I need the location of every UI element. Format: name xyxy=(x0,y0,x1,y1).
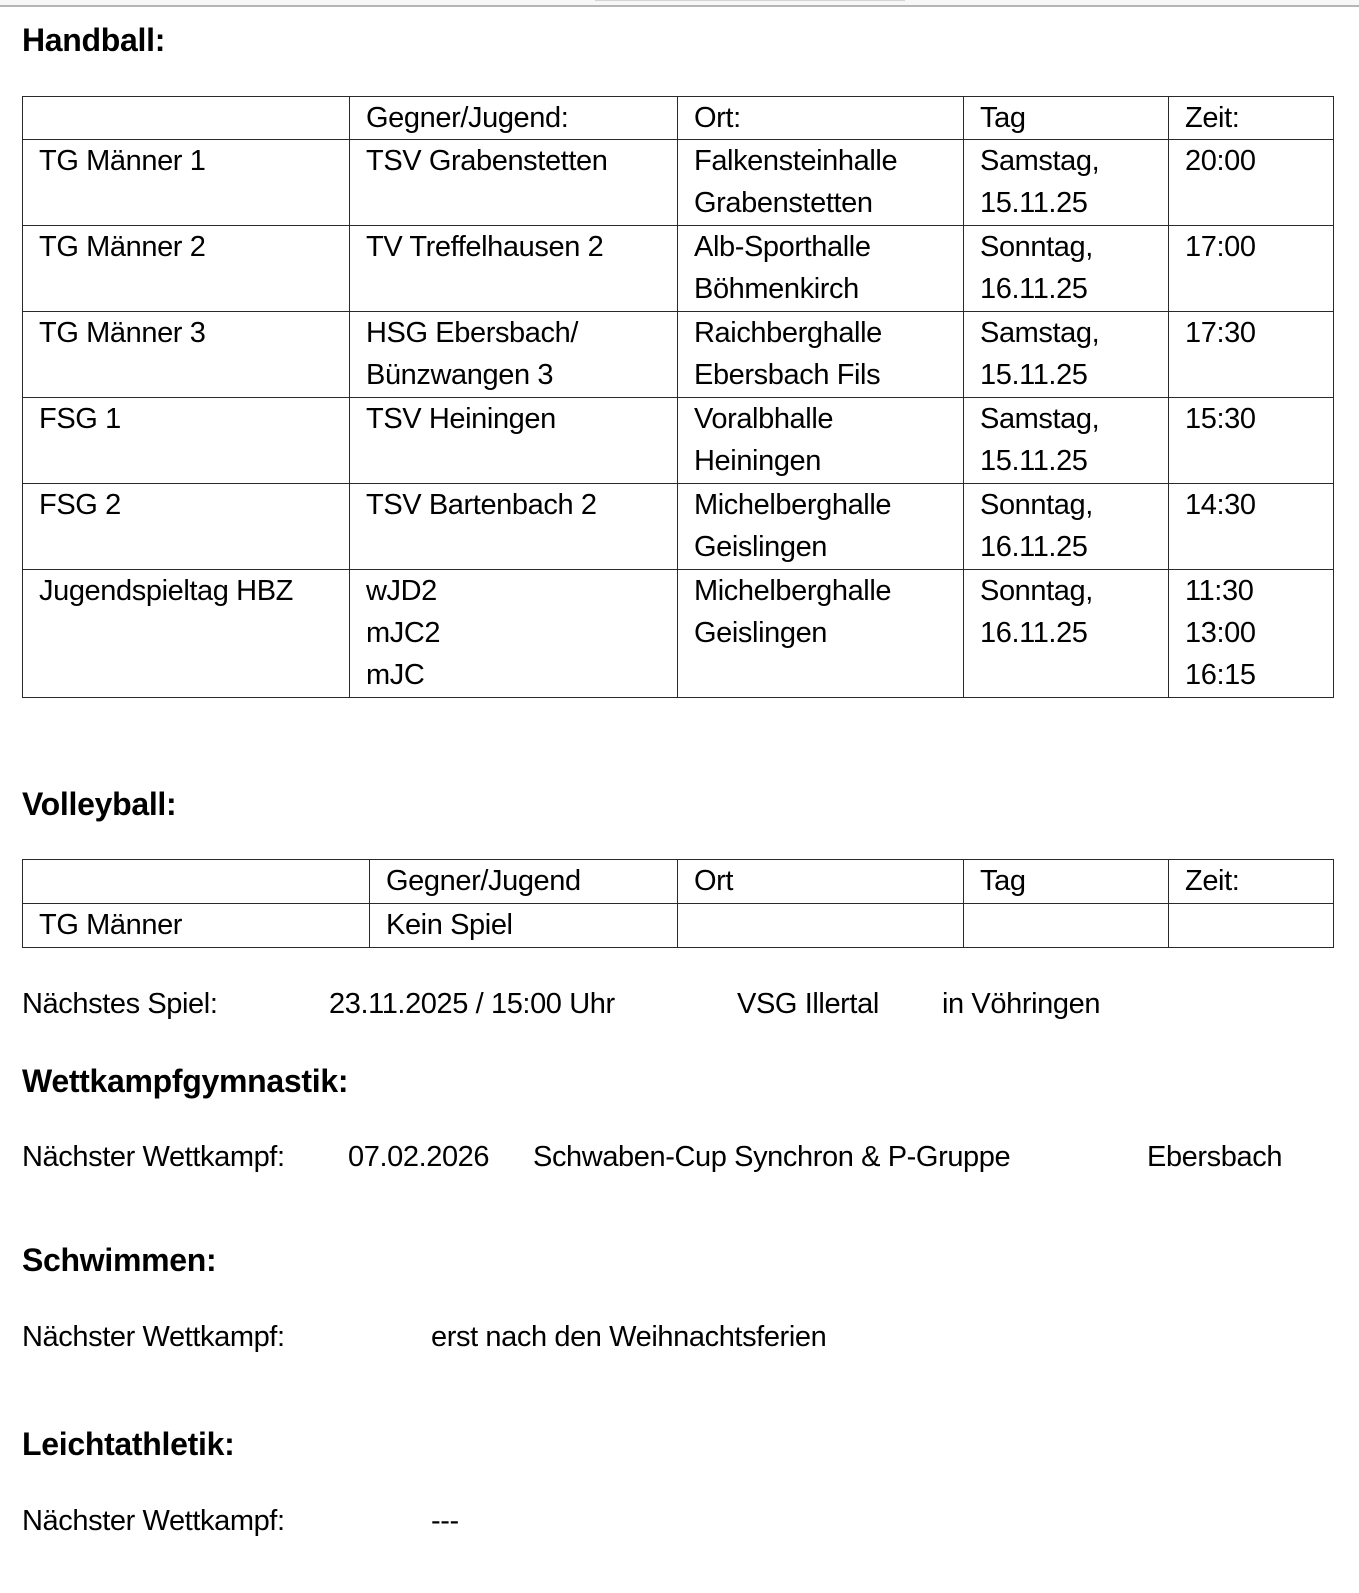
table-row xyxy=(23,398,1334,484)
next-competition-label: Nächster Wettkampf: xyxy=(22,1321,285,1353)
cell-time-line: 16:15 xyxy=(1185,659,1256,691)
cell-time-line: 17:00 xyxy=(1185,231,1256,263)
cell-venue-line: Böhmenkirch xyxy=(694,273,859,305)
cell-team: TG Männer 2 xyxy=(23,226,350,312)
table-header-row xyxy=(23,860,1334,904)
next-competition-value: erst nach den Weihnachtsferien xyxy=(431,1321,827,1353)
cell-time-line: 15:30 xyxy=(1185,403,1256,435)
cell-time-line: 20:00 xyxy=(1185,145,1256,177)
table-row xyxy=(23,312,1334,398)
cell-day-line: Sonntag, xyxy=(980,489,1093,521)
cell-venue-line: Voralbhalle xyxy=(694,403,834,435)
cell-venue-line: Ebersbach Fils xyxy=(694,359,881,391)
table-row xyxy=(23,570,1334,698)
cell-day xyxy=(964,570,1169,698)
header-cell-venue: Ort: xyxy=(678,97,964,140)
cell-day xyxy=(964,398,1169,484)
cell-opponent xyxy=(350,570,678,698)
cell-venue-line: Michelberghalle xyxy=(694,489,892,521)
cell-opponent xyxy=(350,140,678,226)
cell-day-line: 16.11.25 xyxy=(980,617,1088,649)
next-competition-location: Ebersbach xyxy=(1147,1141,1283,1173)
cell-venue-line: Michelberghalle xyxy=(694,575,892,607)
cell-time xyxy=(1169,226,1334,312)
cell-time-line: 13:00 xyxy=(1185,617,1256,649)
cell-time xyxy=(1169,484,1334,570)
cell-opponent-line: wJD2 xyxy=(366,575,437,607)
cell-day-line: 15.11.25 xyxy=(980,187,1088,219)
header-cell-time: Zeit: xyxy=(1169,97,1334,140)
cell-venue-line: Falkensteinhalle xyxy=(694,145,898,177)
cell-opponent-line: HSG Ebersbach/ xyxy=(366,317,578,349)
header-cell-day: Tag xyxy=(964,97,1169,140)
cell-venue xyxy=(678,140,964,226)
cell-venue-line: Grabenstetten xyxy=(694,187,873,219)
header-cell-team xyxy=(23,860,370,904)
schwimmen-heading: Schwimmen: xyxy=(22,1242,217,1278)
table-row xyxy=(23,484,1334,570)
cell-day-line: Samstag, xyxy=(980,145,1100,177)
header-cell-time: Zeit: xyxy=(1169,860,1334,904)
wettkampfgymnastik-heading: Wettkampfgymnastik: xyxy=(22,1063,349,1099)
cell-team: FSG 2 xyxy=(23,484,350,570)
next-game-label: Nächstes Spiel: xyxy=(22,988,218,1020)
cell-opponent-line: Bünzwangen 3 xyxy=(366,359,554,391)
cell-opponent-line: mJC2 xyxy=(366,617,441,649)
cell-day xyxy=(964,904,1169,948)
cell-day-line: 16.11.25 xyxy=(980,273,1088,305)
cell-venue xyxy=(678,484,964,570)
cell-venue-line: Geislingen xyxy=(694,531,828,563)
cell-time xyxy=(1169,570,1334,698)
header-cell-opponent: Gegner/Jugend: xyxy=(350,97,678,140)
next-competition-date: 07.02.2026 xyxy=(348,1141,490,1173)
horizontal-scrollbar-thumb[interactable] xyxy=(595,0,905,1)
cell-venue xyxy=(678,570,964,698)
cell-day-line: Sonntag, xyxy=(980,231,1093,263)
cell-venue-line: Raichberghalle xyxy=(694,317,882,349)
next-competition-value: --- xyxy=(431,1505,459,1537)
cell-time xyxy=(1169,398,1334,484)
header-cell-opponent: Gegner/Jugend xyxy=(370,860,678,904)
cell-time xyxy=(1169,904,1334,948)
cell-venue-line: Geislingen xyxy=(694,617,828,649)
leichtathletik-heading: Leichtathletik: xyxy=(22,1426,235,1462)
cell-team: Jugendspieltag HBZ xyxy=(23,570,350,698)
cell-time-line: 11:30 xyxy=(1185,575,1254,607)
cell-opponent xyxy=(350,312,678,398)
cell-opponent-line: TSV Bartenbach 2 xyxy=(366,489,597,521)
next-competition-label: Nächster Wettkampf: xyxy=(22,1505,285,1537)
handball-heading: Handball: xyxy=(22,22,166,58)
cell-time-line: 14:30 xyxy=(1185,489,1256,521)
volleyball-table xyxy=(22,859,1334,948)
cell-venue xyxy=(678,398,964,484)
cell-day-line: Samstag, xyxy=(980,317,1100,349)
cell-day-line: 16.11.25 xyxy=(980,531,1088,563)
cell-opponent: Kein Spiel xyxy=(370,904,678,948)
cell-team: TG Männer 3 xyxy=(23,312,350,398)
table-row xyxy=(23,226,1334,312)
cell-day-line: 15.11.25 xyxy=(980,359,1088,391)
cell-opponent-line: mJC xyxy=(366,659,425,691)
next-game-location: in Vöhringen xyxy=(942,988,1101,1020)
cell-opponent xyxy=(350,484,678,570)
cell-day xyxy=(964,484,1169,570)
volleyball-heading: Volleyball: xyxy=(22,786,177,822)
cell-opponent-line: TSV Grabenstetten xyxy=(366,145,608,177)
cell-venue xyxy=(678,312,964,398)
cell-venue-line: Alb-Sporthalle xyxy=(694,231,871,263)
cell-day-line: Samstag, xyxy=(980,403,1100,435)
cell-day-line: Sonntag, xyxy=(980,575,1093,607)
handball-table xyxy=(22,96,1334,698)
cell-team: TG Männer 1 xyxy=(23,140,350,226)
cell-venue xyxy=(678,226,964,312)
cell-day-line: 15.11.25 xyxy=(980,445,1088,477)
cell-time xyxy=(1169,312,1334,398)
next-competition-event: Schwaben-Cup Synchron & P-Gruppe xyxy=(533,1141,1011,1173)
cell-venue-line: Heiningen xyxy=(694,445,821,477)
table-row xyxy=(23,904,1334,948)
cell-team: TG Männer xyxy=(23,904,370,948)
table-row xyxy=(23,140,1334,226)
header-cell-team xyxy=(23,97,350,140)
next-game-opponent: VSG Illertal xyxy=(737,988,879,1020)
cell-opponent-line: TSV Heiningen xyxy=(366,403,556,435)
cell-time xyxy=(1169,140,1334,226)
header-cell-venue: Ort xyxy=(678,860,964,904)
cell-opponent xyxy=(350,398,678,484)
cell-day xyxy=(964,226,1169,312)
cell-opponent xyxy=(350,226,678,312)
next-competition-label: Nächster Wettkampf: xyxy=(22,1141,285,1173)
next-game-datetime: 23.11.2025 / 15:00 Uhr xyxy=(329,988,615,1020)
table-header-row xyxy=(23,97,1334,140)
header-cell-day: Tag xyxy=(964,860,1169,904)
cell-venue xyxy=(678,904,964,948)
cell-team: FSG 1 xyxy=(23,398,350,484)
cell-time-line: 17:30 xyxy=(1185,317,1256,349)
cell-day xyxy=(964,140,1169,226)
top-scroll-bar xyxy=(0,0,1359,7)
cell-opponent-line: TV Treffelhausen 2 xyxy=(366,231,604,263)
cell-day xyxy=(964,312,1169,398)
